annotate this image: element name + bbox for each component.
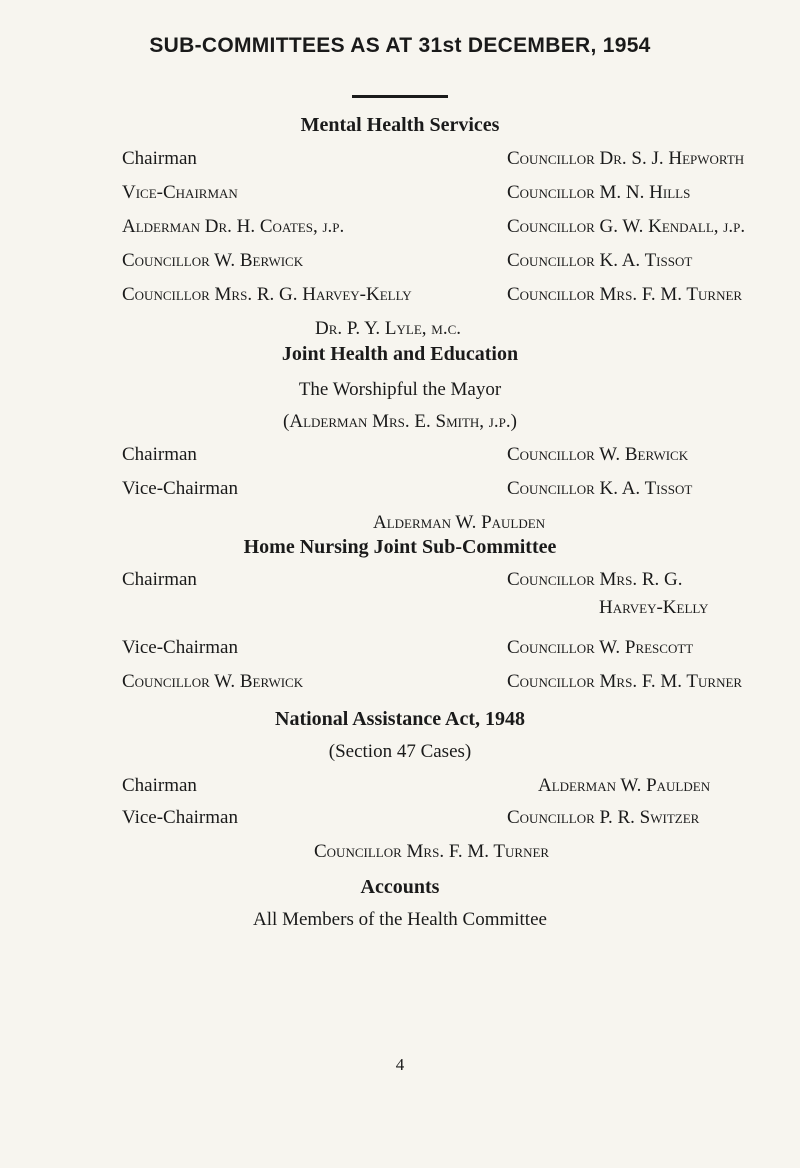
jh-right-1: Councillor W. Berwick — [507, 444, 689, 465]
na-left-1: Chairman — [122, 775, 197, 796]
mh-center-1: Dr. P. Y. Lyle, m.c. — [315, 318, 462, 339]
section-heading-joint-health: Joint Health and Education — [281, 343, 519, 365]
hn-right-2: Harvey-Kelly — [599, 597, 709, 618]
jh-left-1: Chairman — [122, 444, 197, 465]
na-right-1: Alderman W. Paulden — [538, 775, 711, 796]
section-heading-mental-health: Mental Health Services — [300, 114, 500, 136]
section-heading-accounts: Accounts — [360, 876, 440, 898]
accounts-center-1: All Members of the Health Committee — [253, 909, 547, 930]
na-subheading: (Section 47 Cases) — [328, 741, 472, 762]
na-right-2: Councillor P. R. Switzer — [507, 807, 700, 828]
jh-center-top-2: (Alderman Mrs. E. Smith, j.p.) — [283, 411, 517, 432]
mh-left-3: Alderman Dr. H. Coates, j.p. — [122, 216, 345, 237]
na-left-2: Vice-Chairman — [122, 807, 238, 828]
hn-left-1: Chairman — [122, 569, 197, 590]
mh-right-2: Councillor M. N. Hills — [507, 182, 691, 203]
section-heading-home-nursing: Home Nursing Joint Sub-Committee — [243, 536, 557, 558]
page-title: SUB-COMMITTEES AS AT 31st DECEMBER, 1954 — [149, 34, 651, 57]
mh-right-5: Councillor Mrs. F. M. Turner — [507, 284, 743, 305]
mh-right-4: Councillor K. A. Tissot — [507, 250, 693, 271]
mh-left-5: Councillor Mrs. R. G. Harvey-Kelly — [122, 284, 412, 305]
jh-right-2: Councillor K. A. Tissot — [507, 478, 693, 499]
jh-left-2: Vice-Chairman — [122, 478, 238, 499]
page-number: 4 — [395, 1055, 405, 1074]
hn-right-3: Councillor W. Prescott — [507, 637, 694, 658]
hn-right-1: Councillor Mrs. R. G. — [507, 569, 683, 590]
mh-left-1: Chairman — [122, 148, 197, 169]
title-divider — [352, 95, 448, 98]
na-center-1: Councillor Mrs. F. M. Turner — [314, 841, 550, 862]
hn-left-3: Councillor W. Berwick — [122, 671, 304, 692]
mh-right-3: Councillor G. W. Kendall, j.p. — [507, 216, 746, 237]
mh-right-1: Councillor Dr. S. J. Hepworth — [507, 148, 745, 169]
mh-left-4: Councillor W. Berwick — [122, 250, 304, 271]
section-heading-national-assistance: National Assistance Act, 1948 — [275, 708, 525, 730]
hn-left-2: Vice-Chairman — [122, 637, 238, 658]
hn-right-4: Councillor Mrs. F. M. Turner — [507, 671, 743, 692]
jh-center-1: Alderman W. Paulden — [373, 512, 546, 533]
jh-center-top-1: The Worshipful the Mayor — [298, 379, 502, 400]
mh-left-2: Vice-Chairman — [122, 182, 238, 203]
